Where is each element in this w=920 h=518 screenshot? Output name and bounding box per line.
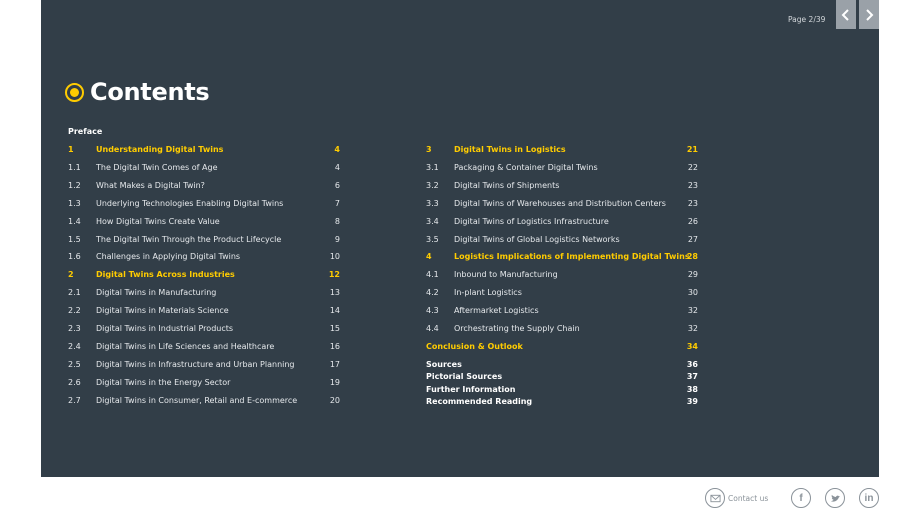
toc-page-number: 32 (687, 324, 698, 333)
toc-number: 2.4 (68, 341, 81, 351)
toc-item-row[interactable] (68, 216, 340, 228)
toc-label: Pictorial Sources (426, 372, 503, 382)
toc-page-number: 17 (329, 359, 340, 369)
toc-chapter-row[interactable] (68, 144, 340, 156)
toc-label: Conclusion & Outlook (426, 341, 523, 351)
toc-label: Digital Twins in Consumer, Retail and E-commerce (96, 395, 298, 405)
previous-page-button[interactable] (836, 0, 856, 29)
toc-extra-row[interactable] (426, 359, 698, 371)
toc-number: 1.2 (68, 180, 81, 190)
toc-page-number: 26 (687, 216, 698, 226)
toc-number: 3.4 (426, 216, 439, 226)
toc-item-row[interactable] (68, 305, 340, 317)
toc-item-row[interactable] (68, 395, 340, 407)
toc-number: 3.1 (426, 162, 439, 172)
toc-number: 4.3 (426, 306, 439, 316)
page-title: Contents (90, 78, 210, 106)
toc-label: Digital Twins in Materials Science (96, 306, 229, 316)
toc-label: Challenges in Applying Digital Twins (96, 252, 241, 262)
toc-page-number: 20 (329, 395, 340, 405)
toc-label: Digital Twins in the Energy Sector (96, 377, 231, 387)
toc-chapter-row[interactable] (426, 144, 698, 156)
toc-item-row[interactable] (68, 377, 340, 389)
toc-label: Understanding Digital Twins (96, 145, 224, 154)
chevron-left-icon (841, 9, 851, 21)
toc-page-number: 39 (686, 397, 698, 407)
toc-label: Packaging & Container Digital Twins (454, 162, 598, 172)
toc-label: Aftermarket Logistics (454, 306, 539, 316)
toc-label: In-plant Logistics (454, 288, 522, 298)
toc-extra-row[interactable] (426, 384, 698, 396)
toc-item-row[interactable] (426, 216, 698, 228)
toc-item-row[interactable] (426, 287, 698, 299)
toc-number: 2.6 (68, 377, 81, 387)
toc-item-row[interactable] (68, 198, 340, 210)
toc-label: Digital Twins in Logistics (454, 145, 566, 154)
toc-number: 4.1 (426, 270, 439, 280)
toc-number: 1.6 (68, 252, 81, 262)
toc-item-row[interactable] (426, 198, 698, 210)
toc-number: 2.5 (68, 359, 81, 369)
toc-number: 3 (426, 145, 432, 154)
toc-number: 3.5 (426, 234, 439, 244)
toc-page-number: 13 (329, 288, 340, 298)
toc-page-number: 12 (328, 270, 340, 280)
toc-number: 1.5 (68, 234, 81, 244)
contact-icon[interactable] (705, 488, 725, 508)
toc-chapter-row[interactable] (68, 269, 340, 281)
toc-page-number: 22 (687, 162, 698, 172)
toc-number: 2.2 (68, 306, 81, 316)
toc-page-number: 15 (329, 324, 340, 333)
toc-item-row[interactable] (426, 234, 698, 246)
toc-page-number: 34 (686, 341, 698, 351)
toc-label: Digital Twins Across Industries (96, 270, 235, 280)
toc-label: Digital Twins of Shipments (454, 180, 560, 190)
toc-page-number: 27 (687, 234, 698, 244)
toc-label: Further Information (426, 384, 516, 394)
toc-label: Orchestrating the Supply Chain (454, 324, 580, 333)
toc-item-row[interactable] (426, 323, 698, 335)
toc-extra-row[interactable] (426, 396, 698, 408)
toc-page-number: 4 (334, 145, 340, 154)
toc-number: 1.4 (68, 216, 81, 226)
toc-number: 2.1 (68, 288, 81, 298)
toc-page-number: 36 (686, 360, 698, 369)
facebook-icon[interactable]: f (791, 488, 811, 508)
linkedin-icon[interactable]: in (859, 488, 879, 508)
toc-label: Digital Twins in Industrial Products (96, 324, 234, 333)
toc-page-number: 16 (329, 341, 340, 351)
toc-page-number: 23 (687, 180, 698, 190)
toc-page-number: 14 (329, 306, 340, 316)
toc-number: 3.3 (426, 198, 439, 208)
envelope-icon (710, 493, 721, 504)
toc-label: Inbound to Manufacturing (454, 270, 558, 280)
page-indicator: Page 2/39 (788, 15, 826, 24)
toc-number: 3.2 (426, 180, 439, 190)
toc-number: 4 (426, 252, 432, 262)
toc-page-number: 19 (329, 377, 340, 387)
twitter-icon[interactable] (825, 488, 845, 508)
toc-page-number: 29 (687, 270, 698, 280)
toc-page-number: 32 (687, 306, 698, 316)
toc-page-number: 10 (329, 252, 340, 262)
toc-number: 4.4 (426, 324, 439, 333)
toc-item-row[interactable] (68, 323, 340, 335)
toc-item-row[interactable] (68, 251, 340, 263)
toc-label: Logistics Implications of Implementing Digital Twins (454, 252, 690, 262)
toc-page-number: 8 (334, 216, 340, 226)
toc-label: Digital Twins of Logistics Infrastructure (454, 216, 609, 226)
toc-number: 2.3 (68, 324, 81, 333)
toc-item-row[interactable] (426, 180, 698, 192)
toc-label: Digital Twins in Life Sciences and Healthcare (96, 341, 275, 351)
toc-label: What Makes a Digital Twin? (96, 180, 205, 190)
toc-item-row[interactable] (68, 180, 340, 192)
chevron-right-icon (864, 9, 874, 21)
toc-page-number: 38 (686, 384, 698, 394)
toc-label: Digital Twins in Manufacturing (96, 288, 217, 298)
toc-page-number: 30 (687, 288, 698, 298)
toc-label: Digital Twins of Global Logistics Networks (454, 234, 620, 244)
toc-number: 1.3 (68, 198, 81, 208)
toc-page-number: 6 (334, 180, 340, 190)
toc-label: The Digital Twin Comes of Age (96, 162, 218, 172)
toc-number: 4.2 (426, 288, 439, 298)
toc-number: 2 (68, 270, 74, 280)
toc-page-number: 9 (334, 234, 340, 244)
toc-label: How Digital Twins Create Value (96, 216, 220, 226)
toc-item-row[interactable] (426, 269, 698, 281)
title-bullet-icon (65, 83, 84, 102)
toc-item-row[interactable] (426, 341, 698, 353)
toc-number: 1 (68, 145, 74, 154)
toc-label: Recommended Reading (426, 397, 533, 407)
toc-preface[interactable]: Preface (68, 127, 103, 136)
contact-us-link[interactable]: Contact us (728, 494, 769, 503)
toc-item-row[interactable] (68, 359, 340, 371)
toc-chapter-row[interactable] (426, 251, 698, 263)
bird-icon (830, 493, 841, 504)
toc-number: 2.7 (68, 395, 81, 405)
toc-label: Digital Twins in Infrastructure and Urban Planning (96, 359, 295, 369)
toc-page-number: 23 (687, 198, 698, 208)
toc-label: The Digital Twin Through the Product Lifecycle (96, 234, 282, 244)
toc-number: 1.1 (68, 162, 81, 172)
next-page-button[interactable] (859, 0, 879, 29)
toc-label: Digital Twins of Warehouses and Distribution Centers (454, 198, 666, 208)
toc-page-number: 7 (334, 198, 340, 208)
toc-item-row[interactable] (68, 341, 340, 353)
toc-item-row[interactable] (426, 162, 698, 174)
toc-page-number: 21 (686, 145, 698, 154)
toc-page-number: 4 (334, 162, 340, 172)
toc-label: Underlying Technologies Enabling Digital Twins (96, 198, 284, 208)
toc-label: Sources (426, 360, 462, 369)
toc-extra-row[interactable] (426, 371, 698, 383)
toc-item-row[interactable] (68, 287, 340, 299)
toc-item-row[interactable] (426, 305, 698, 317)
toc-page-number: 28 (686, 252, 698, 262)
toc-item-row[interactable] (68, 234, 340, 246)
toc-item-row[interactable] (68, 162, 340, 174)
toc-page-number: 37 (686, 372, 698, 382)
